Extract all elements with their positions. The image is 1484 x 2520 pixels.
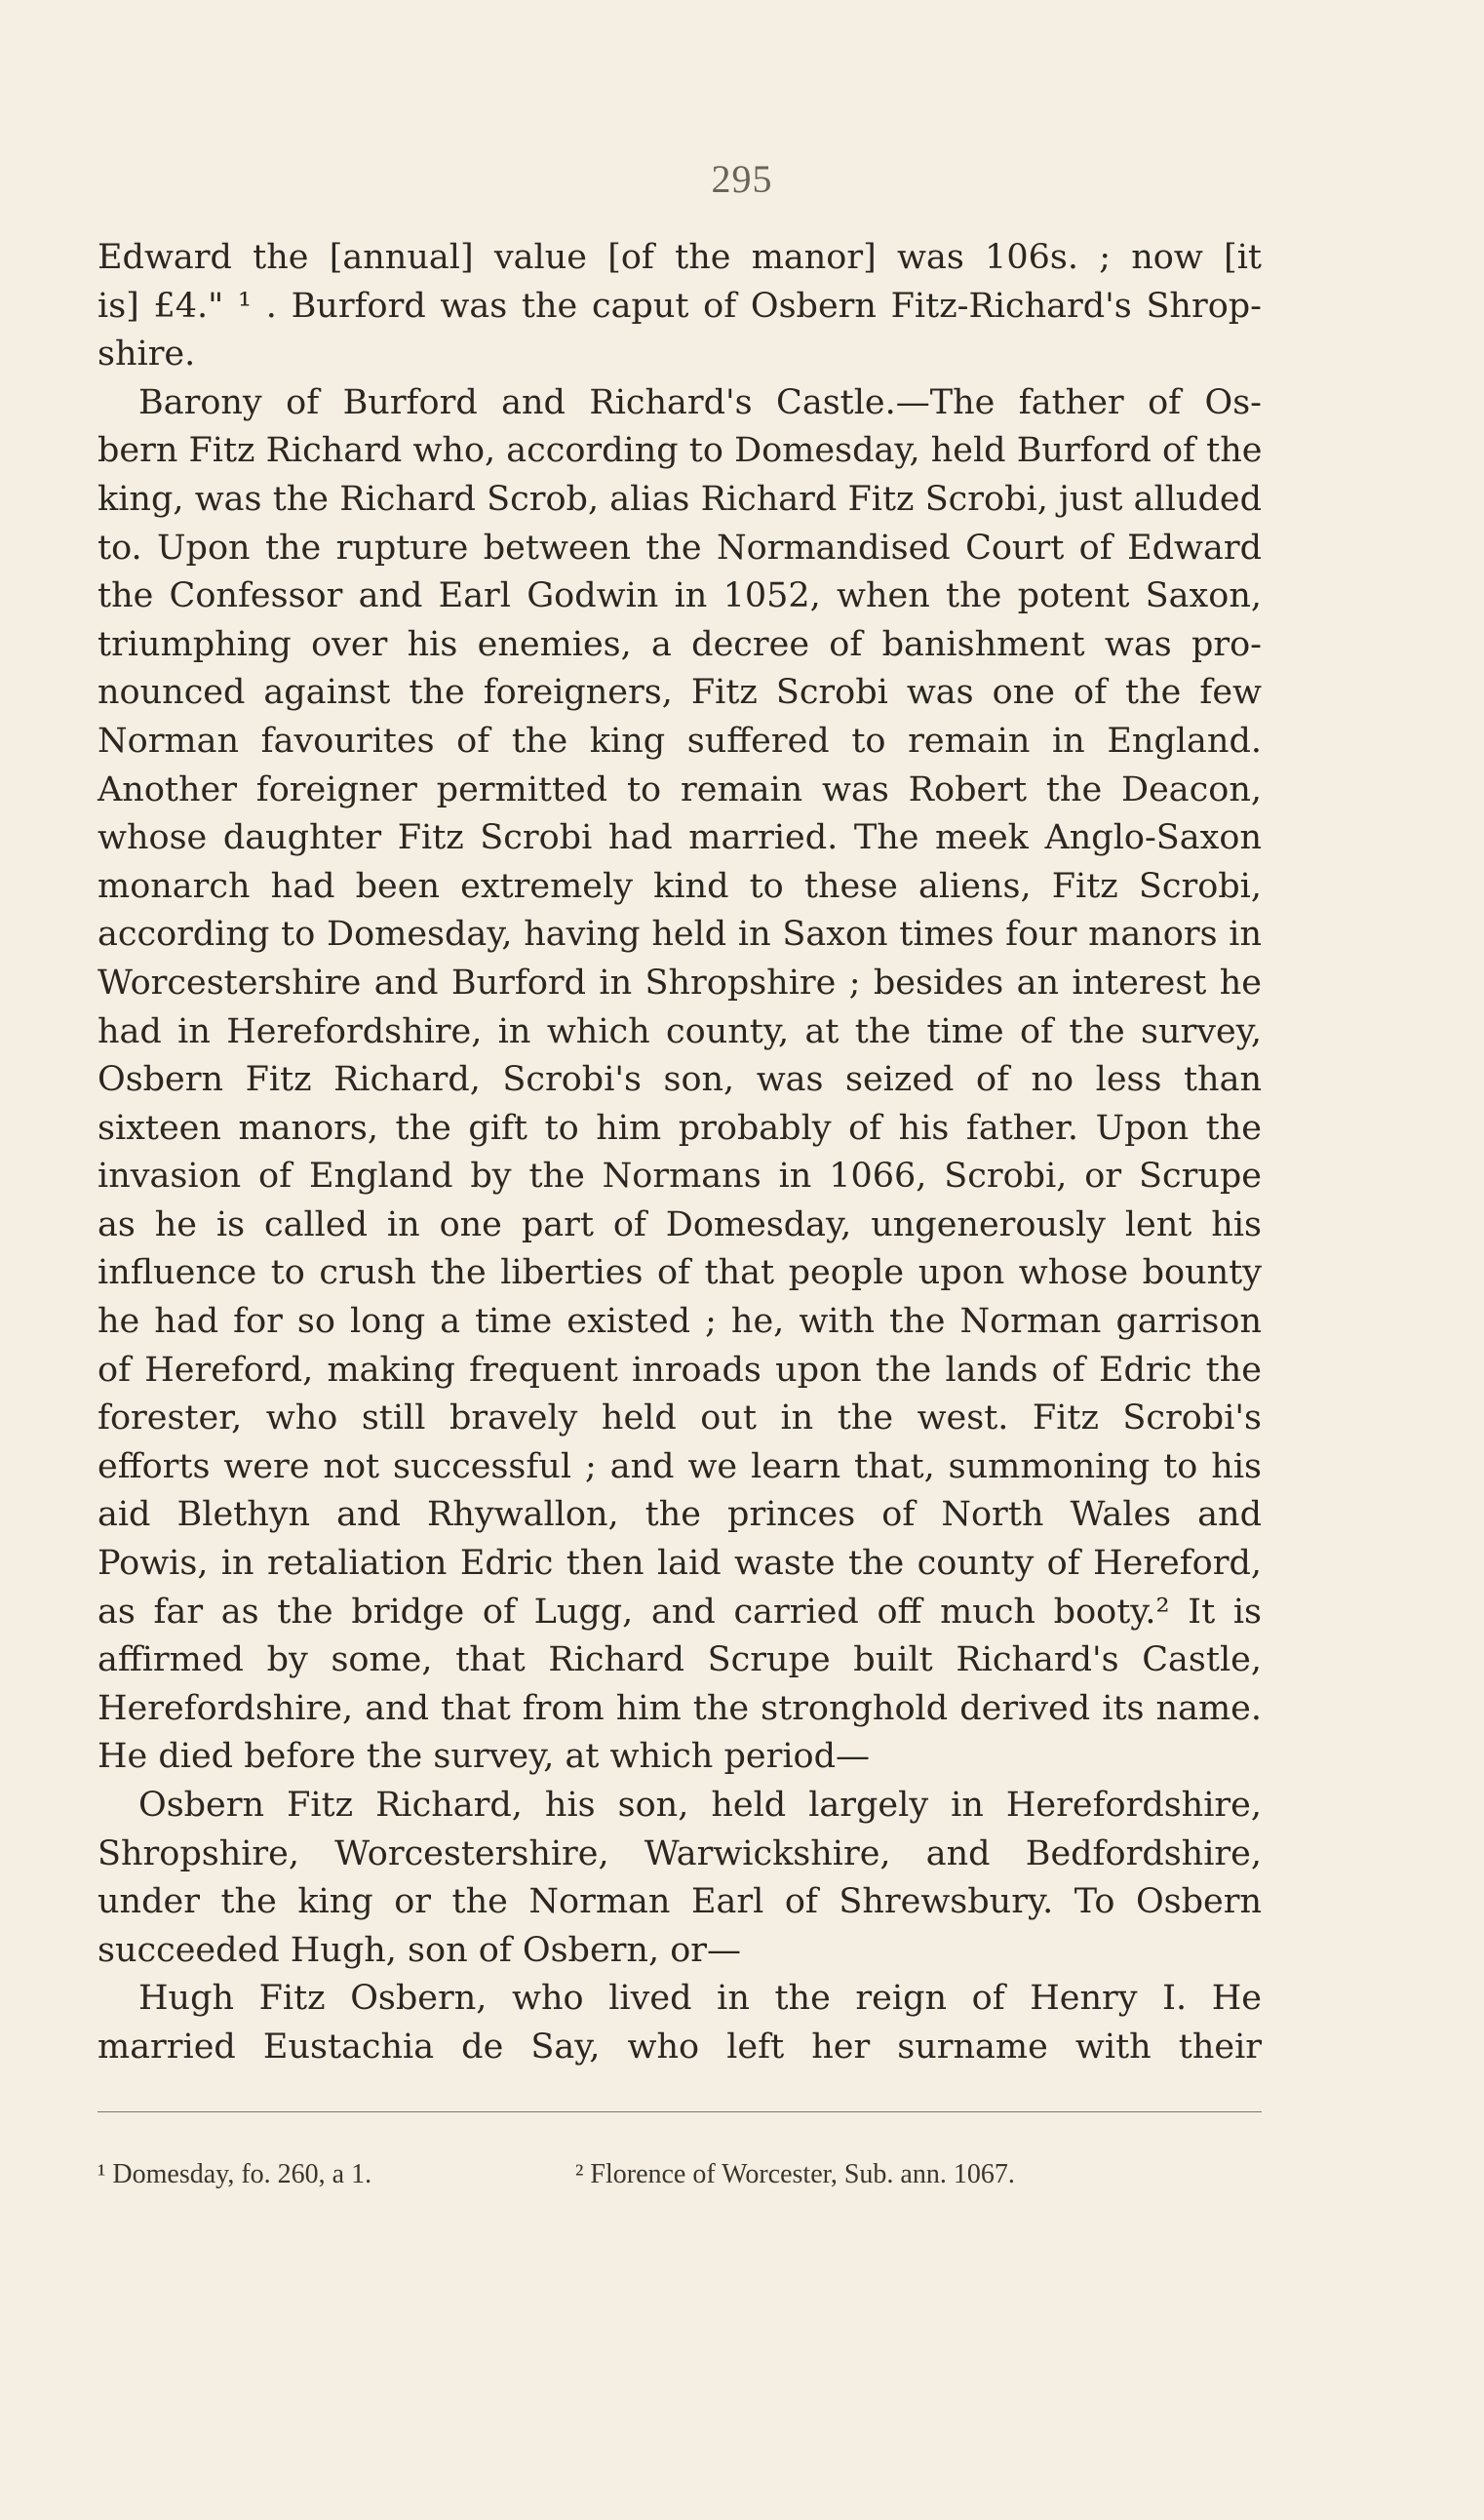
text-line: of Hereford, making frequent inroads upon the lands of Edric the [98, 1350, 1262, 1390]
text-line: is] £4." ¹ . Burford was the caput of Osbern Fitz-Richard's Shrop- [98, 286, 1262, 326]
text-line: triumphing over his enemies, a decree of banishment was pro- [98, 624, 1262, 664]
text-line: king, was the Richard Scrob, alias Richard Fitz Scrobi, just alluded [98, 479, 1262, 519]
text-line-section-heading: Barony of Burford and Richard's Castle.—The father of Os- [138, 382, 1262, 422]
footnotes [98, 2146, 1262, 2204]
text-line: affirmed by some, that Richard Scrupe built Richard's Castle, [98, 1640, 1262, 1680]
text-line: efforts were not successful ; and we learn that, summoning to his [98, 1446, 1262, 1486]
text-line: Osbern Fitz Richard, Scrobi's son, was seized of no less than [98, 1060, 1262, 1100]
text-line: aid Blethyn and Rhywallon, the princes of North Wales and [98, 1495, 1262, 1535]
text-line: as far as the bridge of Lugg, and carried off much booty.² It is [98, 1592, 1262, 1632]
text-line: Powis, in retaliation Edric then laid waste the county of Hereford, [98, 1544, 1262, 1584]
text-line: Norman favourites of the king suffered to remain in England. [98, 721, 1262, 761]
text-line: under the king or the Norman Earl of Shrewsbury. To Osbern [98, 1882, 1262, 1922]
text-line: as he is called in one part of Domesday, ungenerously lent his [98, 1204, 1262, 1244]
text-line: Shropshire, Worcestershire, Warwickshire, and Bedfordshire, [98, 1833, 1262, 1873]
text-line: invasion of England by the Normans in 1066, Scrobi, or Scrupe [98, 1157, 1262, 1197]
text-line: monarch had been extremely kind to these aliens, Fitz Scrobi, [98, 866, 1262, 906]
text-line: forester, who still bravely held out in the west. Fitz Scrobi's [98, 1398, 1262, 1438]
text-line: He died before the survey, at which period— [98, 1737, 870, 1777]
text-line-section-heading: Hugh Fitz Osbern, who lived in the reign of Henry I. He [138, 1979, 1262, 2019]
body-text [98, 234, 1262, 2072]
footnote-divider [98, 2111, 1262, 2112]
text-line: according to Domesday, having held in Saxon times four manors in [98, 915, 1262, 955]
text-line: married Eustachia de Say, who left her surname with their [98, 2027, 1262, 2067]
text-line: influence to crush the liberties of that people upon whose bounty [98, 1253, 1262, 1293]
text-line: the Confessor and Earl Godwin in 1052, when the potent Saxon, [98, 576, 1262, 616]
text-line: Another foreigner permitted to remain was Robert the Deacon, [98, 769, 1262, 809]
text-line: shire. [98, 335, 196, 374]
text-line: had in Herefordshire, in which county, at the time of the survey, [98, 1011, 1262, 1051]
text-line: he had for so long a time existed ; he, with the Norman garrison [98, 1302, 1262, 1342]
text-line: Edward the [annual] value [of the manor] was 106s. ; now [it [98, 238, 1262, 277]
text-line: whose daughter Fitz Scrobi had married. The meek Anglo-Saxon [98, 818, 1262, 858]
text-line-section-heading: Osbern Fitz Richard, his son, held largely in Herefordshire, [138, 1786, 1262, 1825]
text-line: succeeded Hugh, son of Osbern, or— [98, 1930, 741, 1970]
text-line: to. Upon the rupture between the Normandised Court of Edward [98, 528, 1262, 568]
footnote-2: ² Florence of Worcester, Sub. ann. 1067. [575, 2159, 1015, 2189]
text-line: sixteen manors, the gift to him probably of his father. Upon the [98, 1108, 1262, 1148]
page-number: 295 [711, 157, 773, 201]
text-line: nounced against the foreigners, Fitz Scrobi was one of the few [98, 673, 1262, 713]
text-line: Herefordshire, and that from him the stronghold derived its name. [98, 1688, 1262, 1728]
text-line: bern Fitz Richard who, according to Domesday, held Burford of the [98, 431, 1263, 471]
footnote-1: ¹ Domesday, fo. 260, a 1. [98, 2159, 372, 2189]
text-line: Worcestershire and Burford in Shropshire ; besides an interest he [98, 963, 1262, 1003]
